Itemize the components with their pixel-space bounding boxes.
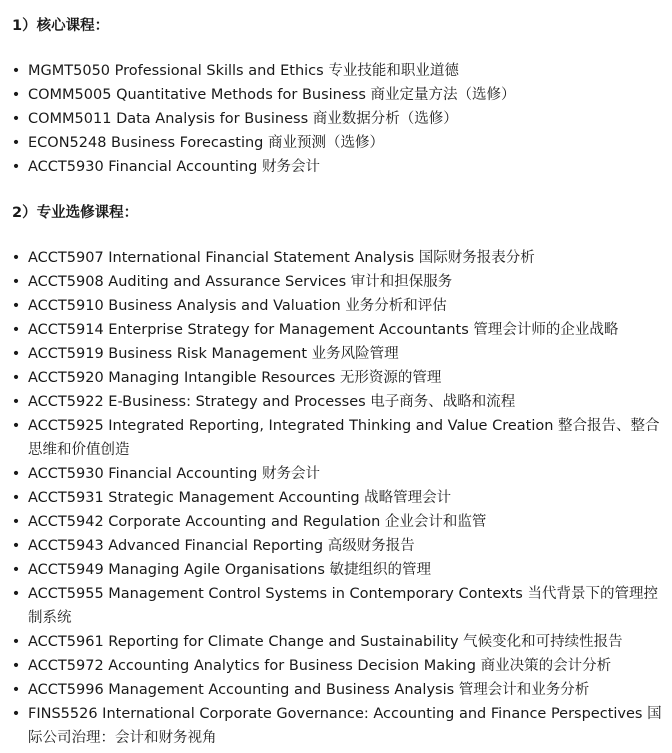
list-item [10,318,664,342]
course-text: ACCT5942 Corporate Accounting and Regulation 企业会计和监管 [28,514,487,530]
bullet: • [11,658,21,674]
list-item [10,59,664,83]
list-item [10,342,664,366]
bullet: • [11,490,21,506]
course-text: ACCT5930 Financial Accounting 财务会计 [28,466,320,482]
list-item [10,414,664,462]
list-item [10,534,664,558]
list-item [10,654,664,678]
bullet: • [11,706,21,722]
course-text: COMM5005 Quantitative Methods for Business 商业定量方法（选修） [28,87,516,103]
bullet: • [11,250,21,266]
list-item [10,270,664,294]
course-text: FINS5526 International Corporate Governance: Accounting and Finance Perspectives 国际公司治理：会计和财务视角 [28,706,662,746]
bullet: • [11,562,21,578]
list-item [10,294,664,318]
bullet: • [11,418,21,434]
list-item [10,366,664,390]
course-text: ACCT5943 Advanced Financial Reporting 高级财务报告 [28,538,415,554]
bullet: • [11,111,21,127]
course-text: ACCT5914 Enterprise Strategy for Management Accountants 管理会计师的企业战略 [28,322,619,338]
course-text: ACCT5930 Financial Accounting 财务会计 [28,159,320,175]
course-text: ACCT5996 Management Accounting and Business Analysis 管理会计和业务分析 [28,682,590,698]
course-text: ACCT5922 E-Business: Strategy and Processes 电子商务、战略和流程 [28,394,516,410]
bullet: • [11,466,21,482]
bullet: • [11,298,21,314]
course-text: ACCT5931 Strategic Management Accounting 战略管理会计 [28,490,452,506]
bullet: • [11,322,21,338]
bullet: • [11,634,21,650]
elective-courses-heading: 2）专业选修课程： [12,205,139,221]
bullet: • [11,274,21,290]
list-item [10,390,664,414]
course-text: ACCT5961 Reporting for Climate Change and Sustainability 气候变化和可持续性报告 [28,634,623,650]
bullet: • [11,135,21,151]
bullet: • [11,346,21,362]
bullet: • [11,586,21,602]
bullet: • [11,159,21,175]
course-text: COMM5011 Data Analysis for Business 商业数据分析（选修） [28,111,458,127]
list-item [10,678,664,702]
course-text: ACCT5949 Managing Agile Organisations 敏捷组织的管理 [28,562,432,578]
bullet: • [11,87,21,103]
bullet: • [11,370,21,386]
core-courses-list [10,59,664,179]
list-item [10,702,664,750]
elective-courses-section [10,201,664,750]
course-text: ACCT5919 Business Risk Management 业务风险管理 [28,346,399,362]
bullet: • [11,538,21,554]
list-item [10,83,664,107]
course-text: ACCT5908 Auditing and Assurance Services 审计和担保服务 [28,274,453,290]
list-item [10,246,664,270]
course-text: MGMT5050 Professional Skills and Ethics 专业技能和职业道德 [28,63,459,79]
course-text: ECON5248 Business Forecasting 商业预测（选修） [28,135,384,151]
list-item [10,486,664,510]
bullet: • [11,514,21,530]
core-courses-section [10,14,664,179]
course-text: ACCT5972 Accounting Analytics for Business Decision Making 商业决策的会计分析 [28,658,612,674]
list-item [10,462,664,486]
bullet: • [11,394,21,410]
bullet: • [11,63,21,79]
course-text: ACCT5920 Managing Intangible Resources 无形资源的管理 [28,370,442,386]
list-item [10,107,664,131]
list-item [10,131,664,155]
list-item [10,510,664,534]
course-text: ACCT5955 Management Control Systems in Contemporary Contexts 当代背景下的管理控制系统 [28,586,658,626]
core-courses-heading: 1）核心课程： [12,18,110,34]
course-text: ACCT5925 Integrated Reporting, Integrated Thinking and Value Creation 整合报告、整合思维和价值创造 [28,418,660,458]
course-text: ACCT5910 Business Analysis and Valuation 业务分析和评估 [28,298,447,314]
list-item [10,582,664,630]
list-item [10,155,664,179]
elective-courses-list [10,246,664,750]
bullet: • [11,682,21,698]
list-item [10,630,664,654]
course-text: ACCT5907 International Financial Statement Analysis 国际财务报表分析 [28,250,535,266]
list-item [10,558,664,582]
